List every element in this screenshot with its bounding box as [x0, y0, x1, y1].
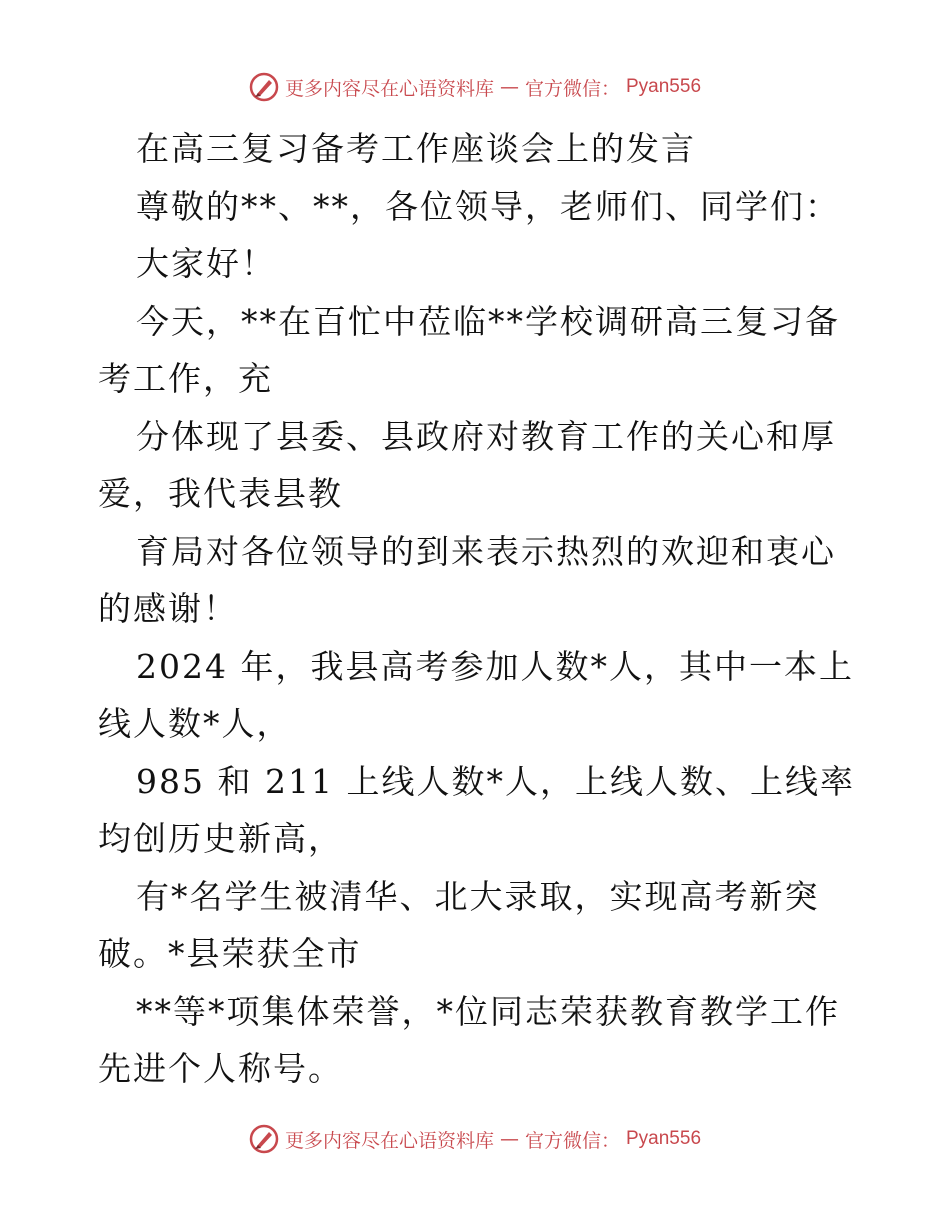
paragraph: 今天，**在百忙中莅临**学校调研高三复习备考工作，充: [98, 301, 840, 398]
watermark-header: [0, 72, 950, 102]
watermark-text: 更多内容尽在心语资料库: [284, 77, 494, 100]
document-title: 在高三复习备考工作座谈会上的发言: [136, 129, 696, 168]
pen-logo-icon: [249, 1124, 279, 1154]
document-body: [98, 120, 858, 1098]
paragraph: 尊敬的**、**，各位领导，老师们、同学们：: [136, 186, 840, 226]
paragraph: 育局对各位领导的到来表示热烈的欢迎和衷心的感谢！: [98, 531, 836, 628]
watermark-official: 官方微信：: [524, 1129, 620, 1152]
watermark-footer: [0, 1124, 950, 1154]
watermark-separator: —: [499, 1128, 519, 1150]
paragraph: **等*项集体荣誉，*位同志荣获教育教学工作先进个人称号。: [98, 991, 840, 1088]
watermark-text: 更多内容尽在心语资料库: [284, 1129, 494, 1152]
watermark-id: Pyan556: [626, 1128, 702, 1149]
paragraph: 有*名学生被清华、北大录取，实现高考新突破。*县荣获全市: [98, 876, 820, 973]
watermark-separator: —: [499, 76, 519, 98]
watermark-id: Pyan556: [626, 76, 702, 97]
watermark-official: 官方微信：: [524, 77, 620, 100]
pen-logo-icon: [249, 72, 279, 102]
paragraph: 2024 年，我县高考参加人数*人，其中一本上线人数*人，: [98, 646, 854, 743]
paragraph: 大家好！: [136, 244, 276, 283]
paragraph: 985 和 211 上线人数*人，上线人数、上线率均创历史新高，: [98, 761, 855, 858]
paragraph: 分体现了县委、县政府对教育工作的关心和厚爱，我代表县教: [98, 416, 836, 513]
